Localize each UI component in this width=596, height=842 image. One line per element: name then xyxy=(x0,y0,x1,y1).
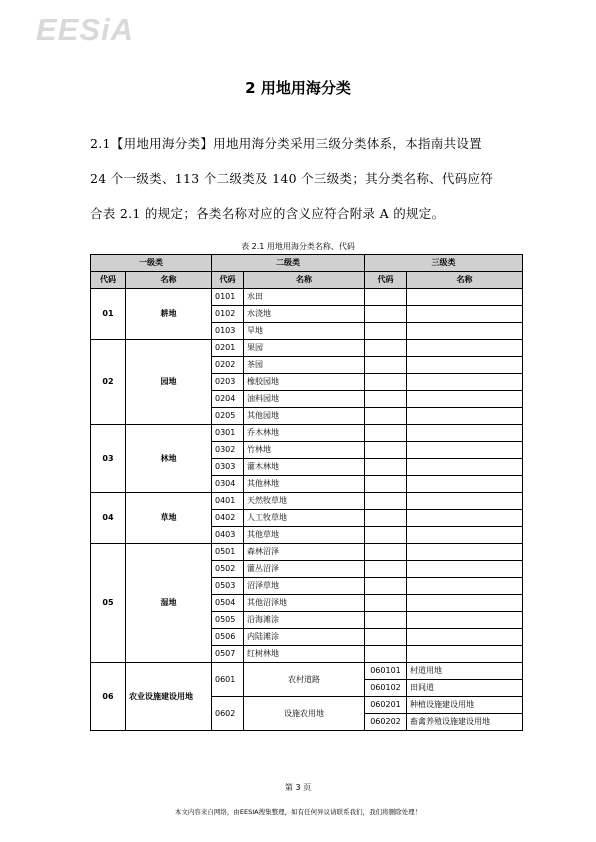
level3-name-cell xyxy=(407,357,523,374)
level3-code-cell xyxy=(365,374,407,391)
level3-code-cell xyxy=(365,476,407,493)
level1-code-cell: 06 xyxy=(91,663,126,731)
col-header-name-1: 名称 xyxy=(126,272,212,289)
level3-name-cell xyxy=(407,646,523,663)
col-header-code-1: 代码 xyxy=(91,272,126,289)
level3-code-cell xyxy=(365,612,407,629)
level3-name-cell xyxy=(407,561,523,578)
level2-code-cell: 0301 xyxy=(212,425,244,442)
level1-code-cell: 02 xyxy=(91,340,126,425)
level3-code-cell xyxy=(365,595,407,612)
level2-name-cell: 其他林地 xyxy=(244,476,365,493)
table-body xyxy=(91,289,523,731)
level3-code-cell xyxy=(365,289,407,306)
level2-name-cell: 旱地 xyxy=(244,323,365,340)
level3-name-cell: 村道用地 xyxy=(407,663,523,680)
level3-code-cell xyxy=(365,493,407,510)
col-header-code-3: 代码 xyxy=(365,272,407,289)
level3-code-cell xyxy=(365,527,407,544)
level3-code-cell xyxy=(365,629,407,646)
level2-name-cell: 灌丛沼泽 xyxy=(244,561,365,578)
level2-name-cell: 茶园 xyxy=(244,357,365,374)
table-row xyxy=(91,544,523,561)
level1-code-cell: 04 xyxy=(91,493,126,544)
level2-code-cell: 0506 xyxy=(212,629,244,646)
level2-name-cell: 乔木林地 xyxy=(244,425,365,442)
level2-name-cell: 其他沼泽地 xyxy=(244,595,365,612)
level2-name-cell: 水浇地 xyxy=(244,306,365,323)
level2-name-cell: 农村道路 xyxy=(244,663,365,697)
level3-name-cell xyxy=(407,374,523,391)
group-header-row xyxy=(91,255,523,272)
level3-name-cell xyxy=(407,340,523,357)
level1-name-cell: 湿地 xyxy=(126,544,212,663)
level2-code-cell: 0507 xyxy=(212,646,244,663)
level3-name-cell: 田间道 xyxy=(407,680,523,697)
level3-name-cell: 畜禽养殖设施建设用地 xyxy=(407,714,523,731)
level2-code-cell: 0202 xyxy=(212,357,244,374)
level3-name-cell xyxy=(407,442,523,459)
level3-name-cell xyxy=(407,493,523,510)
level2-code-cell: 0102 xyxy=(212,306,244,323)
level3-code-cell xyxy=(365,323,407,340)
level3-code-cell xyxy=(365,544,407,561)
footer-disclaimer: 本文内容来自网络，由EESIA搜集整理，如有任何异议请联系我们，我们将删除处理！ xyxy=(174,808,422,816)
level2-code-cell: 0205 xyxy=(212,408,244,425)
table-row xyxy=(91,663,523,680)
level3-name-cell xyxy=(407,612,523,629)
level3-name-cell xyxy=(407,391,523,408)
level3-name-cell xyxy=(407,595,523,612)
level2-name-cell: 灌木林地 xyxy=(244,459,365,476)
level3-name-cell xyxy=(407,323,523,340)
eesia-logo: EESiA xyxy=(36,12,135,47)
level3-code-cell xyxy=(365,408,407,425)
level3-name-cell xyxy=(407,544,523,561)
sub-header-row xyxy=(91,272,523,289)
level2-name-cell: 天然牧草地 xyxy=(244,493,365,510)
level2-code-cell: 0403 xyxy=(212,527,244,544)
level1-code-cell: 05 xyxy=(91,544,126,663)
level2-name-cell: 橡胶园地 xyxy=(244,374,365,391)
level2-code-cell: 0303 xyxy=(212,459,244,476)
col-header-name-2: 名称 xyxy=(244,272,365,289)
table-row xyxy=(91,340,523,357)
level2-code-cell: 0101 xyxy=(212,289,244,306)
level2-name-cell: 设施农用地 xyxy=(244,697,365,731)
group-header-level2: 二级类 xyxy=(212,255,365,272)
group-header-level3: 三级类 xyxy=(365,255,523,272)
level3-code-cell xyxy=(365,646,407,663)
paragraph-line-3: 合表 2.1 的规定；各类名称对应的含义应符合附录 A 的规定。 xyxy=(90,206,445,221)
level3-name-cell xyxy=(407,578,523,595)
level3-code-cell xyxy=(365,459,407,476)
level2-code-cell: 0103 xyxy=(212,323,244,340)
table-caption: 表 2.1 用地用海分类名称、代码 xyxy=(241,242,355,251)
level3-code-cell xyxy=(365,442,407,459)
paragraph-line-1: 2.1【用地用海分类】用地用海分类采用三级分类体系，本指南共设置 xyxy=(90,136,482,151)
level2-code-cell: 0304 xyxy=(212,476,244,493)
level2-code-cell: 0602 xyxy=(212,697,244,731)
level3-code-cell: 060201 xyxy=(365,697,407,714)
level2-code-cell: 0601 xyxy=(212,663,244,697)
table-row xyxy=(91,289,523,306)
level1-code-cell: 03 xyxy=(91,425,126,493)
level2-code-cell: 0203 xyxy=(212,374,244,391)
level2-name-cell: 果园 xyxy=(244,340,365,357)
level3-code-cell xyxy=(365,578,407,595)
level2-name-cell: 其他园地 xyxy=(244,408,365,425)
level1-name-cell: 园地 xyxy=(126,340,212,425)
level2-name-cell: 竹林地 xyxy=(244,442,365,459)
level3-code-cell xyxy=(365,510,407,527)
level3-name-cell xyxy=(407,306,523,323)
level2-code-cell: 0204 xyxy=(212,391,244,408)
level2-name-cell: 红树林地 xyxy=(244,646,365,663)
table-row xyxy=(91,493,523,510)
level3-code-cell: 060101 xyxy=(365,663,407,680)
level3-name-cell xyxy=(407,629,523,646)
level2-code-cell: 0502 xyxy=(212,561,244,578)
level3-code-cell xyxy=(365,425,407,442)
level3-code-cell xyxy=(365,561,407,578)
level2-name-cell: 沼泽草地 xyxy=(244,578,365,595)
level1-name-cell: 林地 xyxy=(126,425,212,493)
level3-code-cell xyxy=(365,391,407,408)
level1-code-cell: 01 xyxy=(91,289,126,340)
level3-name-cell xyxy=(407,459,523,476)
level2-name-cell: 森林沼泽 xyxy=(244,544,365,561)
level2-code-cell: 0504 xyxy=(212,595,244,612)
level3-name-cell xyxy=(407,289,523,306)
level2-name-cell: 内陆滩涂 xyxy=(244,629,365,646)
level3-code-cell xyxy=(365,340,407,357)
level2-name-cell: 水田 xyxy=(244,289,365,306)
level2-code-cell: 0201 xyxy=(212,340,244,357)
level2-code-cell: 0302 xyxy=(212,442,244,459)
level2-name-cell: 沿海滩涂 xyxy=(244,612,365,629)
body-paragraph xyxy=(90,126,520,231)
level2-code-cell: 0505 xyxy=(212,612,244,629)
level3-name-cell xyxy=(407,510,523,527)
level1-name-cell: 草地 xyxy=(126,493,212,544)
level3-name-cell xyxy=(407,476,523,493)
col-header-code-2: 代码 xyxy=(212,272,244,289)
level3-code-cell xyxy=(365,357,407,374)
level2-name-cell: 其他草地 xyxy=(244,527,365,544)
paragraph-line-2: 24 个一级类、113 个二级类及 140 个三级类；其分类名称、代码应符 xyxy=(90,171,494,186)
level2-code-cell: 0401 xyxy=(212,493,244,510)
level3-name-cell xyxy=(407,527,523,544)
level2-code-cell: 0501 xyxy=(212,544,244,561)
level2-code-cell: 0402 xyxy=(212,510,244,527)
table-row xyxy=(91,425,523,442)
level1-name-cell: 农业设施建设用地 xyxy=(126,663,212,731)
level3-code-cell: 060202 xyxy=(365,714,407,731)
level3-name-cell xyxy=(407,425,523,442)
level3-code-cell xyxy=(365,306,407,323)
level1-name-cell: 耕地 xyxy=(126,289,212,340)
page-number: 第 3 页 xyxy=(284,783,312,792)
col-header-name-3: 名称 xyxy=(407,272,523,289)
page-title: 2 用地用海分类 xyxy=(245,79,351,97)
group-header-level1: 一级类 xyxy=(91,255,212,272)
level3-name-cell: 种植设施建设用地 xyxy=(407,697,523,714)
level2-name-cell: 人工牧草地 xyxy=(244,510,365,527)
level2-code-cell: 0503 xyxy=(212,578,244,595)
level3-code-cell: 060102 xyxy=(365,680,407,697)
level2-name-cell: 油料园地 xyxy=(244,391,365,408)
level3-name-cell xyxy=(407,408,523,425)
land-use-classification-table xyxy=(90,254,523,731)
